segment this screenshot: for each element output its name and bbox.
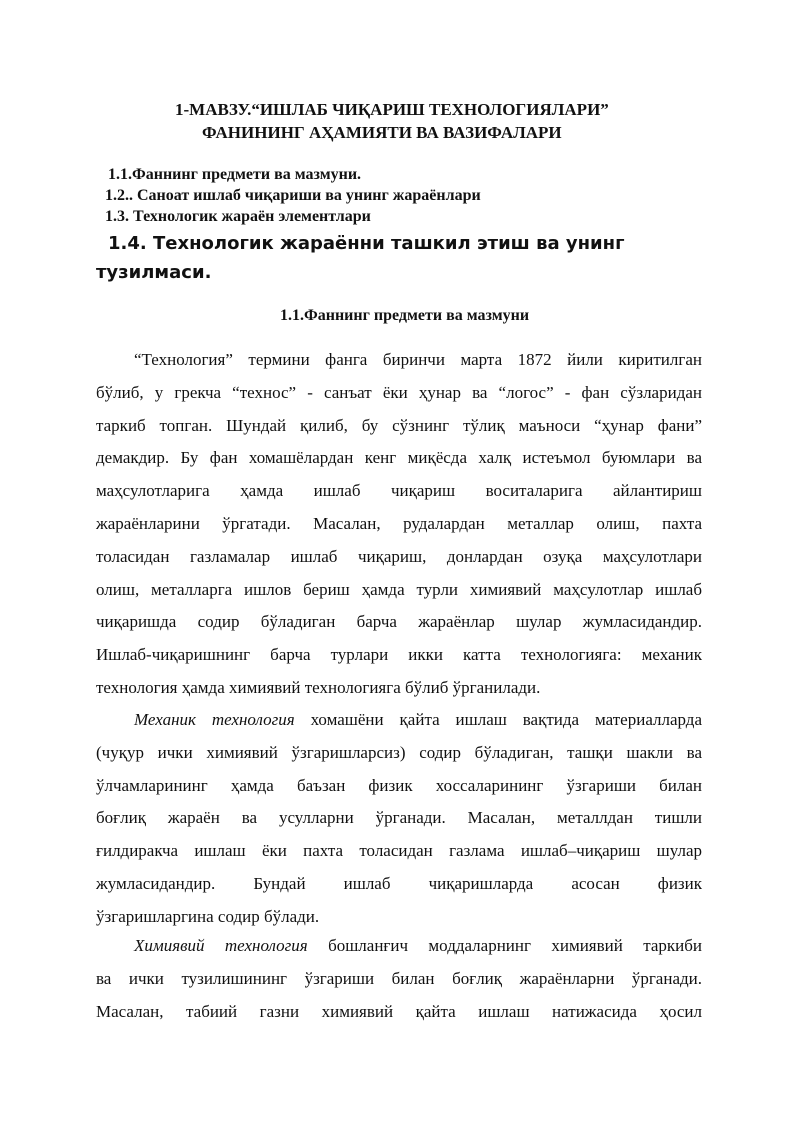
term-mechanical-technology: Механик технология [134, 710, 295, 729]
document-title-line1: 1-МАВЗУ.“ИШЛАБ ЧИҚАРИШ ТЕХНОЛОГИЯЛАРИ” [175, 100, 609, 119]
toc-item-3: 1.3. Технологик жараён элементлари [105, 208, 371, 225]
toc-item-1: 1.1.Фаннинг предмети ва мазмуни. [108, 166, 362, 183]
section-heading: 1.1.Фаннинг предмети ва мазмуни [280, 307, 530, 324]
paragraph-line: жумласидандир. Бундай ишлаб чиқаришларда асосан физик [96, 873, 702, 893]
paragraph-line: “Технология” термини фанга биринчи марта 1872 йили киритилган [134, 350, 702, 369]
toc-item-2: 1.2.. Саноат ишлаб чиқариши ва унинг жараёнлари [105, 187, 481, 204]
paragraph-line: Масалан, табиий газни химиявий қайта ишлаш натижасида ҳосил [96, 1001, 702, 1021]
paragraph-line: ғилдиракча ишлаш ёки пахта толасидан газлама ишлаб–чиқариш шулар [96, 841, 702, 861]
paragraph-chemical-technology [96, 930, 702, 1028]
paragraph-line: бўлиб, у грекча “технос” - санъат ёки ҳунар ва “логос” - фан сўзларидан [96, 382, 702, 402]
document-title-line2: ФАНИНИНГ АҲАМИЯТИ ВА ВАЗИФАЛАРИ [202, 123, 562, 142]
paragraph-line: Ишлаб-чиқаришнинг барча турлари икки катта технологияга: механик [96, 645, 702, 665]
paragraph-line: ўзгаришларгина содир бўлади. [96, 906, 320, 926]
paragraph-line: таркиб топган. Шундай қилиб, бу сўзнинг тўлиқ маъноси “ҳунар фани” [96, 415, 702, 435]
paragraph-line: боғлиқ жараён ва усулларни ўрганади. Масалан, металлдан тишли [96, 808, 702, 828]
paragraph-line: жараёнларини ўргатади. Масалан, рудалардан металлар олиш, пахта [96, 513, 702, 533]
paragraph-line [96, 704, 702, 737]
paragraph-mechanical-technology [96, 704, 702, 934]
paragraph-line: ва ички тузилишининг ўзгариши билан боғлиқ жараёнларни ўрганади. [96, 968, 702, 988]
term-chemical-technology: Химиявий технология [134, 936, 308, 955]
paragraph-line: технология ҳамда химиявий технологияга бўлиб ўрганилади. [96, 677, 541, 697]
paragraph-line: (чуқур ички химиявий ўзгаришларсиз) содир бўладиган, ташқи шакли ва [96, 742, 702, 762]
paragraph-line: ўлчамларининг ҳамда баъзан физик хоссаларининг ўзгариши билан [96, 775, 702, 795]
paragraph-line-text: хомашёни қайта ишлаш вақтида материалларда [294, 710, 702, 729]
toc-item-4: 1.4. Технологик жараённи ташкил этиш ва унинг тузилмаси. [96, 233, 625, 283]
paragraph-technology-definition [96, 344, 702, 705]
paragraph-line: маҳсулотларига ҳамда ишлаб чиқариш воситаларига айлантириш [96, 481, 702, 501]
paragraph-line [96, 930, 702, 963]
paragraph-line: толасидан газламалар ишлаб чиқариш, донлардан озуқа маҳсулотлари [96, 546, 702, 566]
paragraph-line-text: бошланғич моддаларнинг химиявий таркиби [307, 936, 702, 955]
paragraph-line: чиқаришда содир бўладиган барча жараёнлар шулар жумласидандир. [96, 612, 702, 632]
paragraph-line: демакдир. Бу фан хомашёлардан кенг миқёсда халқ истеъмол буюмлари ва [96, 448, 702, 468]
paragraph-line: олиш, металларга ишлов бериш ҳамда турли химиявий маҳсулотлар ишлаб [96, 579, 702, 599]
